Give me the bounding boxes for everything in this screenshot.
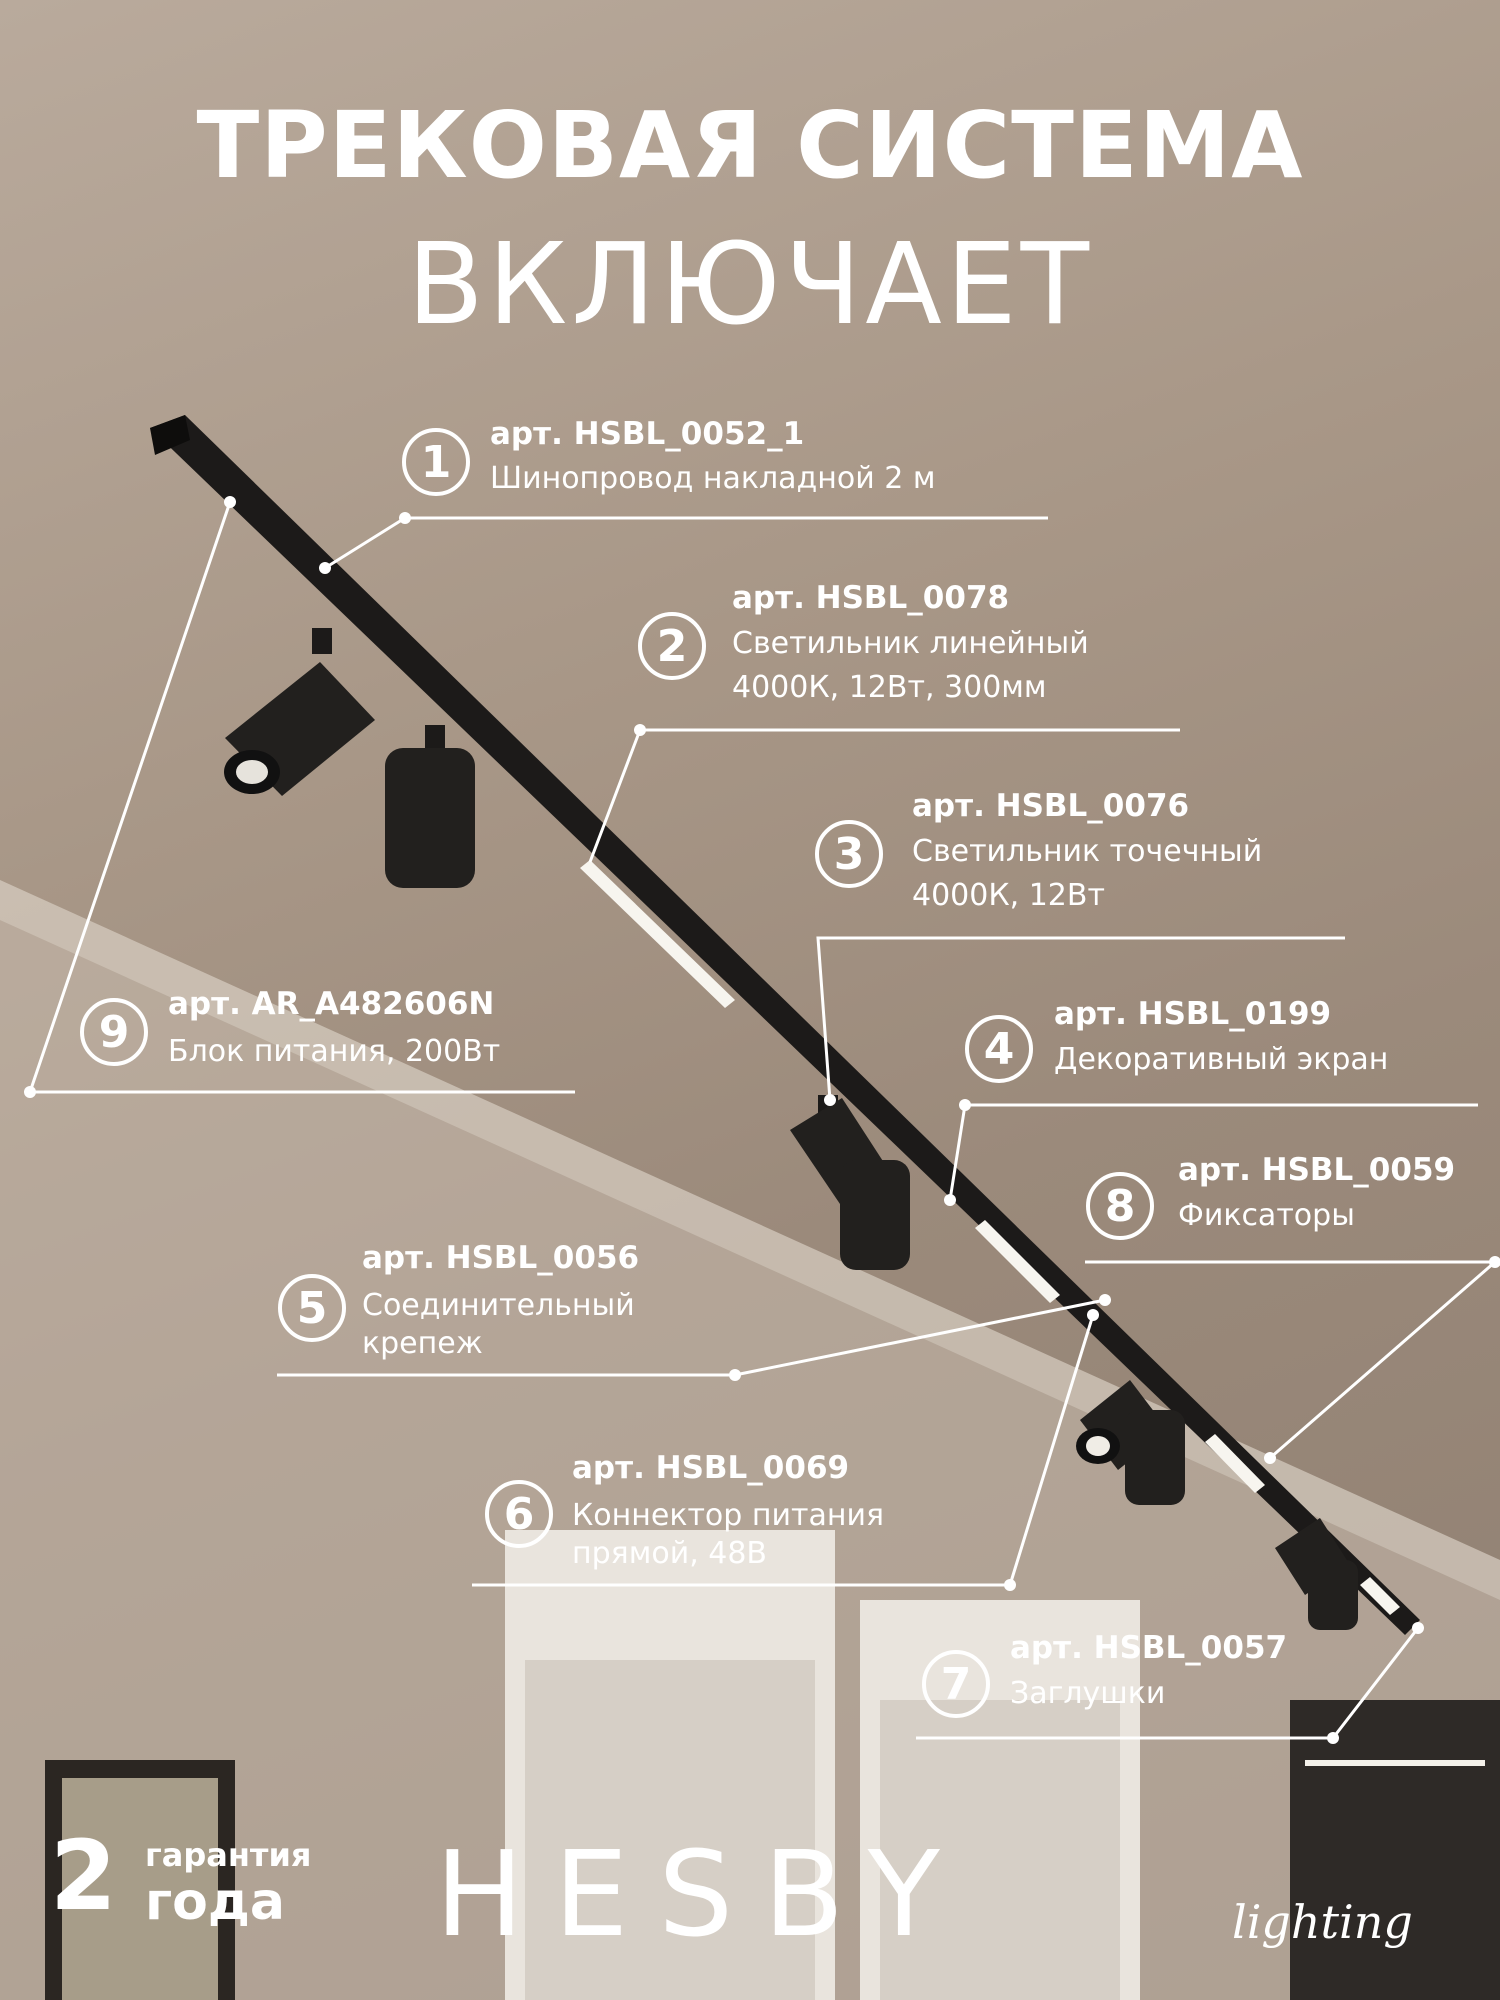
item-number-badge: 7 [922, 1650, 990, 1718]
item-description: Блок питания, 200Вт [168, 1034, 501, 1069]
item-article: арт. HSBL_0056 [362, 1240, 640, 1276]
item-number-badge: 4 [965, 1015, 1033, 1083]
item-article: арт. HSBL_0199 [1054, 996, 1332, 1032]
item-description: Шинопровод накладной 2 м [490, 461, 936, 496]
shelf-unit [1290, 1700, 1500, 2000]
item-description: Светильник точечный [912, 834, 1263, 869]
item-description: Светильник линейный [732, 626, 1089, 661]
item-article: арт. AR_A482606N [168, 986, 495, 1022]
item-description: Соединительный [362, 1288, 635, 1323]
shelf-light [1305, 1760, 1485, 1766]
spotlight-1 [224, 628, 375, 796]
item-article: арт. HSBL_0076 [912, 788, 1190, 824]
item-description: крепеж [362, 1326, 483, 1361]
item-description: Фиксаторы [1178, 1198, 1355, 1233]
title-line-1: ТРЕКОВАЯ СИСТЕМА [196, 92, 1304, 199]
item-number-badge: 9 [80, 998, 148, 1066]
item-article: арт. HSBL_0069 [572, 1450, 850, 1486]
item-number-badge: 1 [402, 428, 470, 496]
spotlight-2 [385, 725, 475, 888]
brand-tagline: lighting [1232, 1895, 1413, 1949]
item-number-badge: 5 [278, 1274, 346, 1342]
item-number-badge: 3 [815, 820, 883, 888]
leader-line-1 [325, 518, 1048, 568]
item-description: 4000К, 12Вт, 300мм [732, 670, 1047, 705]
item-description: Декоративный экран [1054, 1042, 1389, 1077]
item-article: арт. HSBL_0059 [1178, 1152, 1456, 1188]
warranty-label: гарантия [145, 1836, 312, 1874]
item-number-badge: 8 [1086, 1172, 1154, 1240]
item-description: 4000К, 12Вт [912, 878, 1105, 913]
item-description: Заглушки [1010, 1676, 1166, 1711]
item-article: арт. HSBL_0052_1 [490, 416, 805, 452]
warranty-unit: года [145, 1872, 285, 1932]
item-number-badge: 6 [485, 1480, 553, 1548]
title-line-2: ВКЛЮЧАЕТ [406, 220, 1094, 350]
item-article: арт. HSBL_0057 [1010, 1630, 1288, 1666]
item-description: Коннектор питания [572, 1498, 884, 1533]
brand-logo: HESBY [435, 1825, 970, 1963]
item-description: прямой, 48В [572, 1536, 768, 1571]
warranty-years: 2 [50, 1820, 117, 1932]
item-article: арт. HSBL_0078 [732, 580, 1010, 616]
item-number-badge: 2 [638, 612, 706, 680]
